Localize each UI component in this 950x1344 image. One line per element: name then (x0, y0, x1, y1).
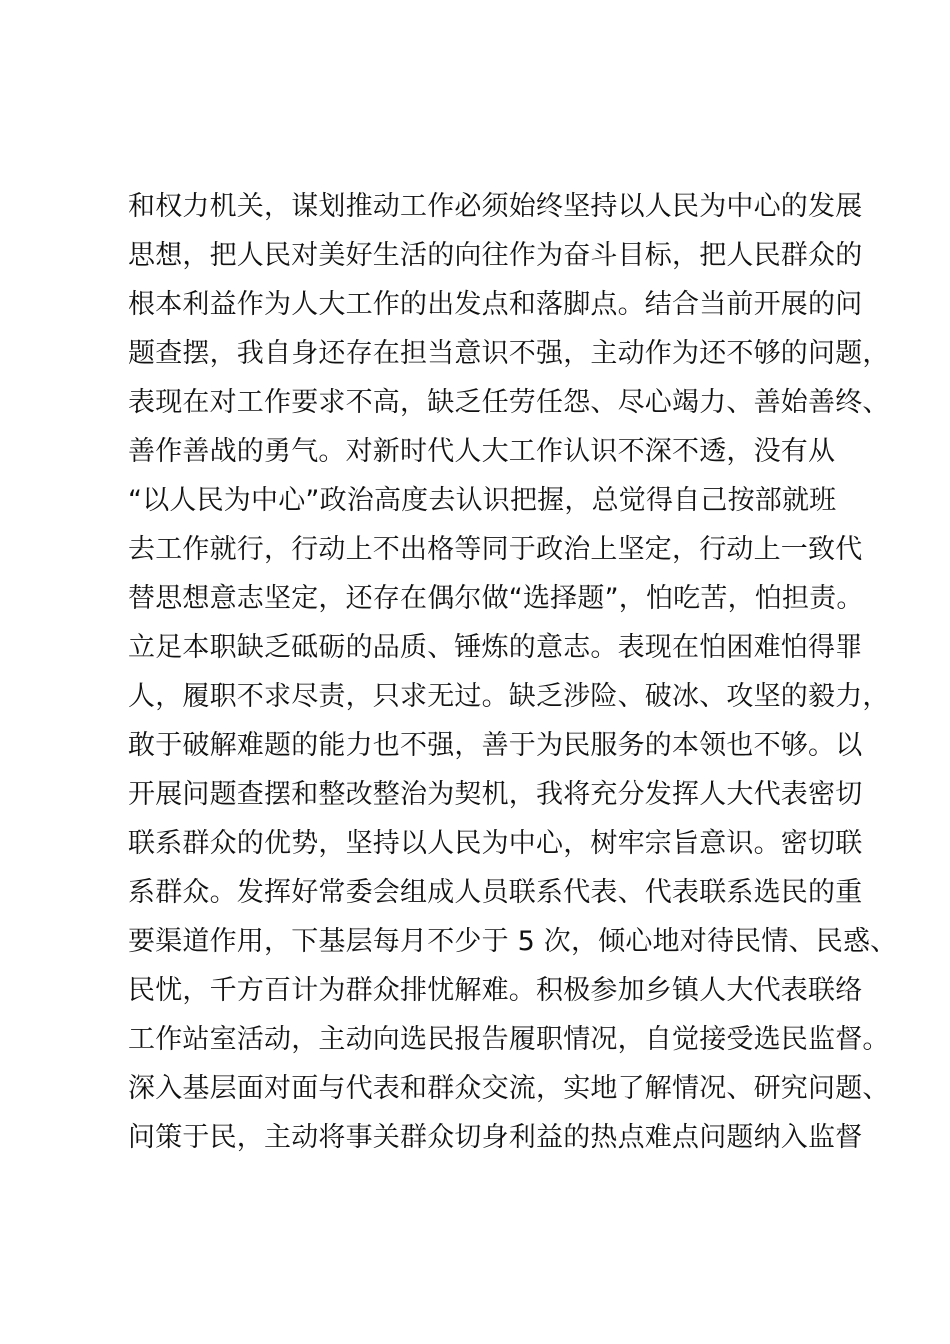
text-line: 替思想意志坚定，还存在偶尔做“选择题”，怕吃苦，怕担责。 (128, 583, 864, 614)
text-line: 思想，把人民对美好生活的向往作为奋斗目标，把人民群众的 (128, 240, 863, 271)
text-line: 联系群众的优势，坚持以人民为中心，树牢宗旨意识。密切联 (128, 828, 863, 859)
text-line: 深入基层面对面与代表和群众交流，实地了解情况、研究问题、 (128, 1073, 890, 1104)
text-line: 工作站室活动，主动向选民报告履职情况，自觉接受选民监督。 (128, 1024, 890, 1055)
text-line: 去工作就行，行动上不出格等同于政治上坚定，行动上一致代 (128, 534, 863, 565)
text-line: 题查摆，我自身还存在担当意识不强，主动作为还不够的问题， (128, 338, 890, 369)
text-line: 民忧，千方百计为群众排忧解难。积极参加乡镇人大代表联络 (128, 975, 863, 1006)
text-line: 人，履职不求尽责，只求无过。缺乏涉险、破冰、攻坚的毅力， (128, 681, 890, 712)
text-line: 要渠道作用，下基层每月不少于 5 次，倾心地对待民情、民惑、 (128, 926, 898, 957)
text-line: 表现在对工作要求不高，缺乏任劳任怨、尽心竭力、善始善终、 (128, 387, 890, 418)
text-line: 问策于民，主动将事关群众切身利益的热点难点问题纳入监督 (128, 1122, 863, 1153)
text-line: 开展问题查摆和整改整治为契机，我将充分发挥人大代表密切 (128, 779, 863, 810)
text-line: 立足本职缺乏砥砺的品质、锤炼的意志。表现在怕困难怕得罪 (128, 632, 863, 663)
text-line: “以人民为中心”政治高度去认识把握，总觉得自己按部就班 (128, 485, 837, 516)
text-line: 系群众。发挥好常委会组成人员联系代表、代表联系选民的重 (128, 877, 863, 908)
text-line: 和权力机关，谋划推动工作必须始终坚持以人民为中心的发展 (128, 191, 863, 222)
body-text (128, 182, 898, 1162)
text-line: 善作善战的勇气。对新时代人大工作认识不深不透，没有从 (128, 436, 836, 467)
text-line: 敢于破解难题的能力也不强，善于为民服务的本领也不够。以 (128, 730, 863, 761)
text-line: 根本利益作为人大工作的出发点和落脚点。结合当前开展的问 (128, 289, 863, 320)
